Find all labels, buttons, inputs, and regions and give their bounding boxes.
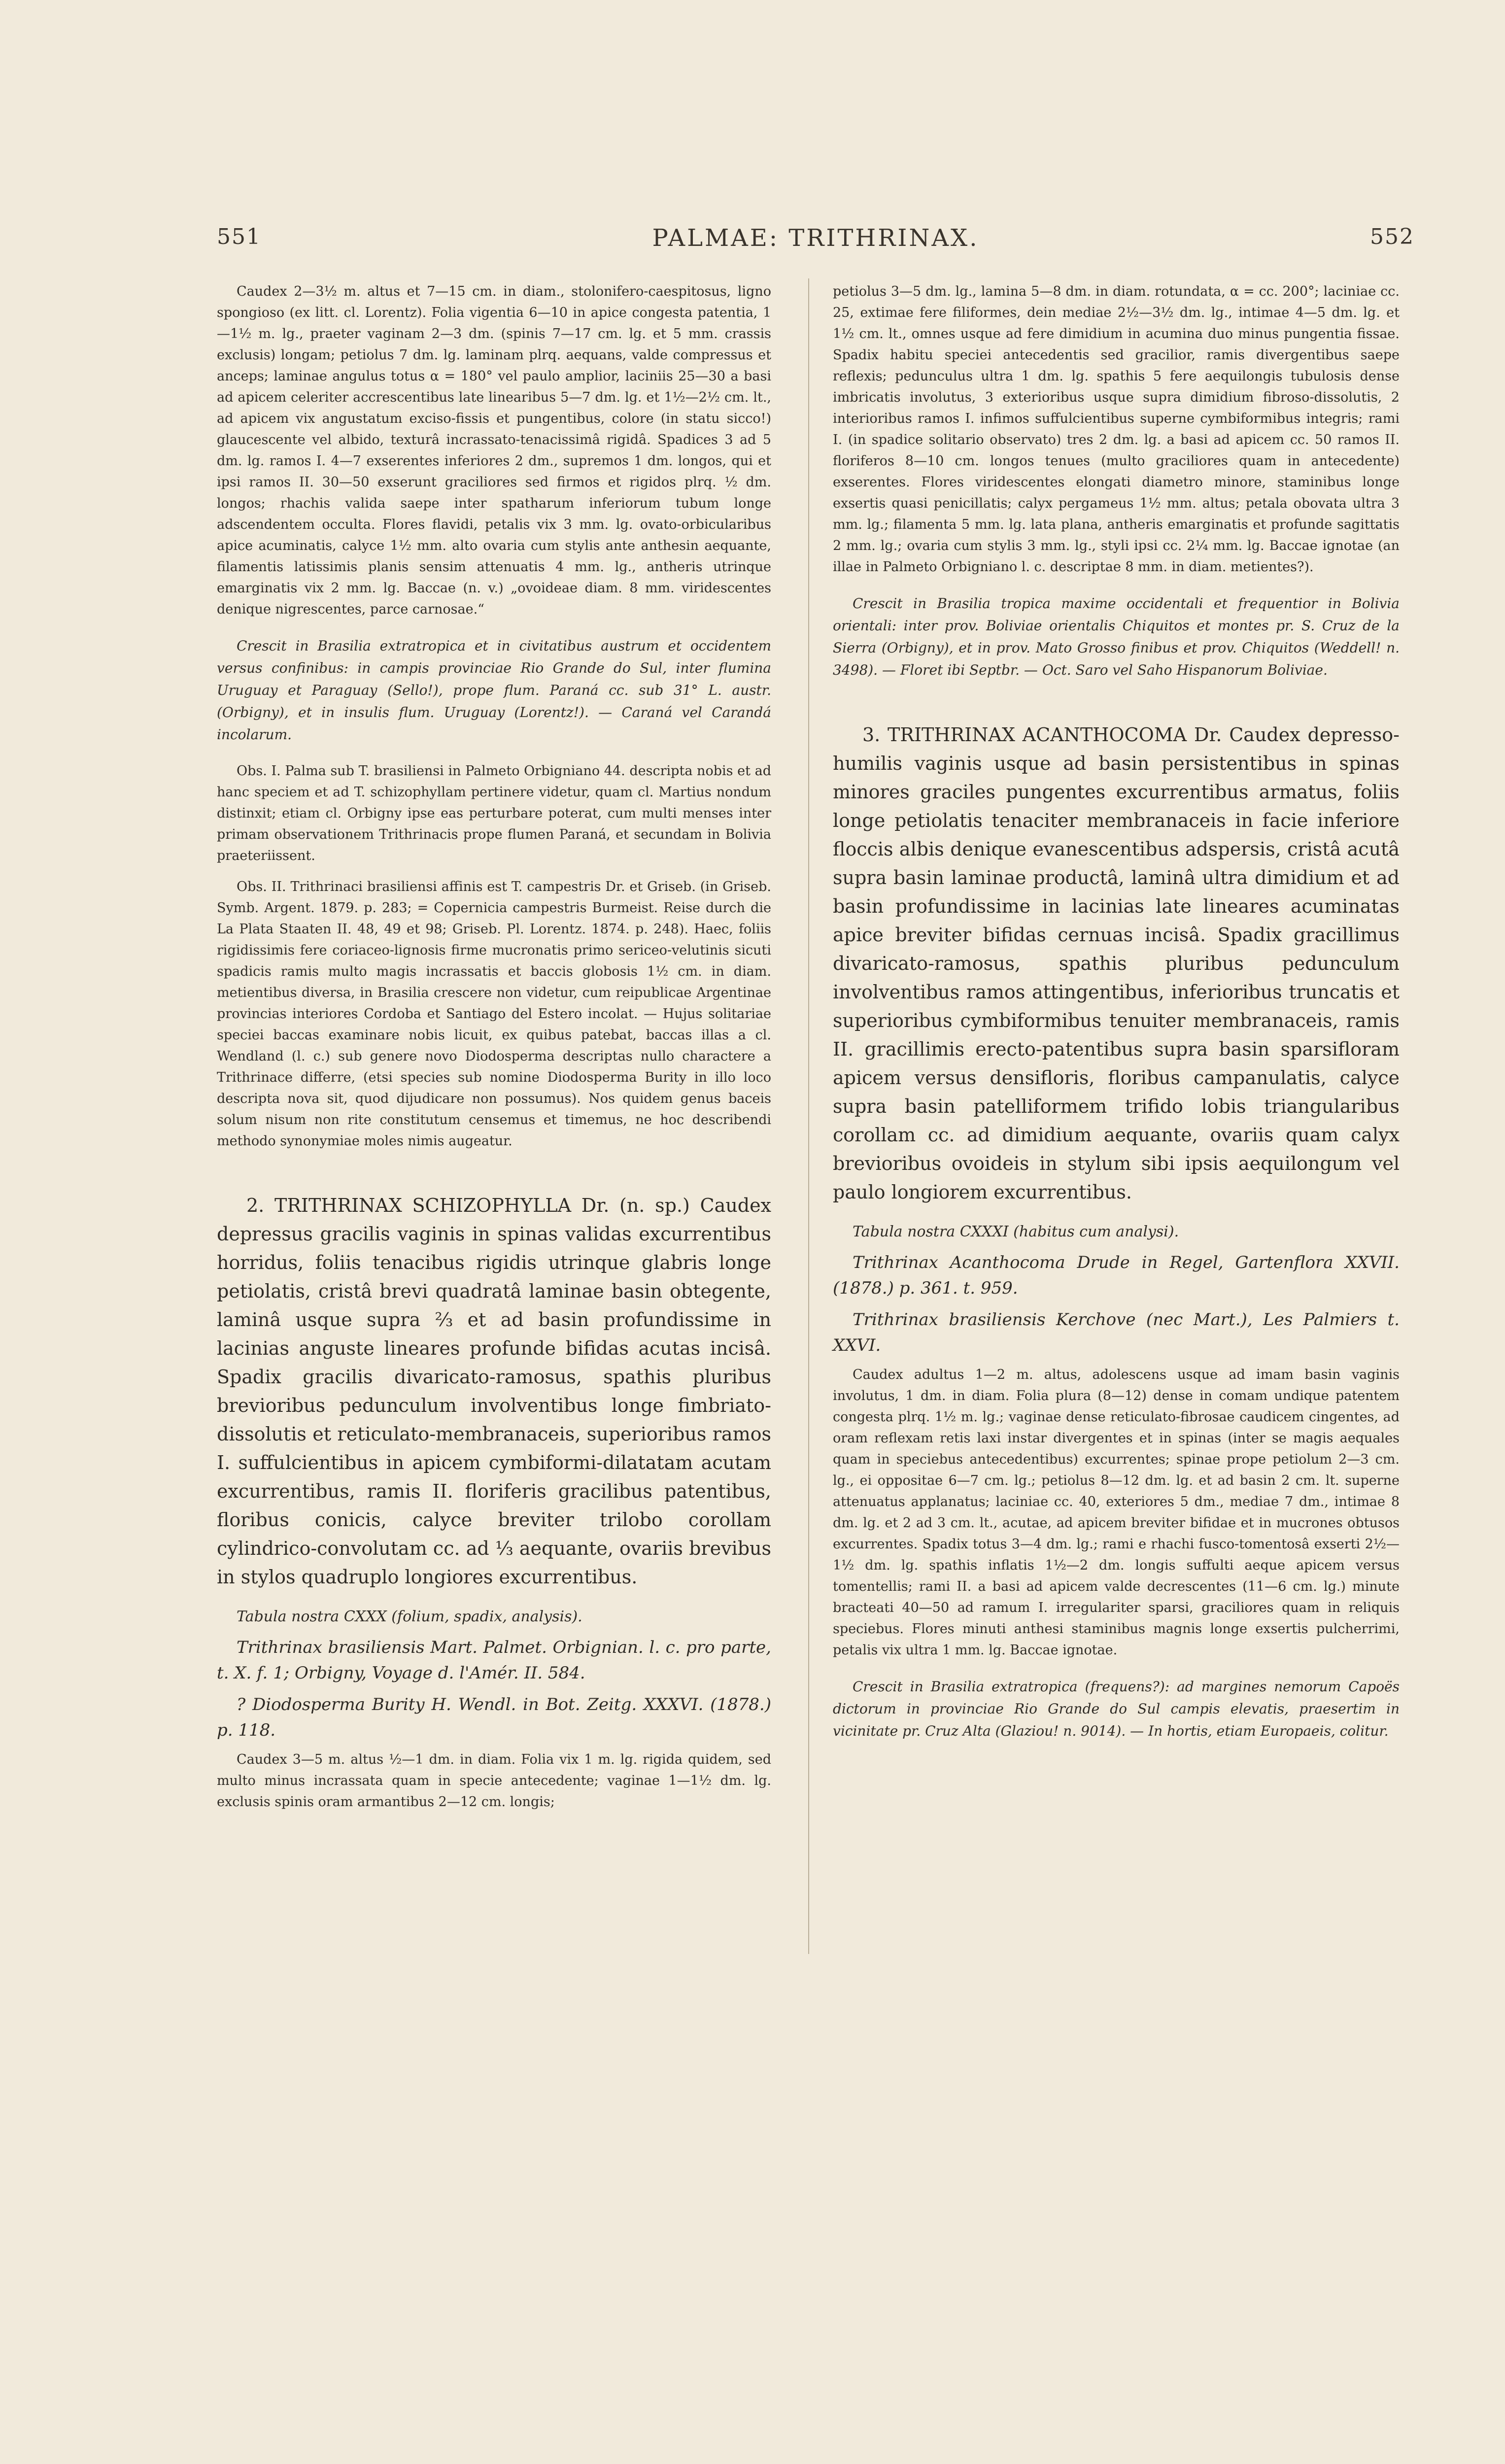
description-paragraph: Caudex adultus 1—2 m. altus, adolescens usque ad imam basin vaginis involutus, 1 dm. in diam. Folia plura (8—12) dense in comam undique patentem congesta plrq. 1½ m. lg.; vaginae dense reticulato-fibrosae caudicem cingentes, ad oram reflexam retis laxi instar divergentes et in spinas (inter se magis aequales quam in speciebus antecedentibus) excurrentes; spinae prope petiolum 2—3 cm. lg., ei oppositae 6—7 cm. lg.; petiolus 8—12 dm. lg. et ad basin 2 cm. lt. superne attenuatus applanatus; laciniae cc. 40, exteriores 5 dm., mediae 7 dm., intimae 8 dm. lg. et 2 ad 3 cm. lt., acutae, ad apicem breviter bifidae et in mucrones obtusos excurrentes. Spadix totus 3—4 dm. lg.; rami e rhachi fusco-tomentosâ exserti 2½—1½ dm. lg. spathis inflatis 1½—2 dm. longis suffulti aeque apicem versus tomentellis; rami II. a basi ad apicem valde decrescentes (11—6 cm. lg.) minute bracteati 40—50 ad ramum I. irregulariter sparsi, graciliores quam in reliquis speciebus. Flores minuti anthesi staminibus magnis longe exsertis pulcherrimi, petalis vix ultra 1 mm. lg. Baccae ignotae. (833, 1367, 1400, 1658)
description-paragraph: Caudex 2—3½ m. altus et 7—15 cm. in diam., stolonifero-caespitosus, ligno spongioso (ex litt. cl. Lorentz). Folia vigentia 6—10 in apice congesta patentia, 1—1½ m. lg., praeter vaginam 2—3 dm. (spinis 7—17 cm. lg. et 5 mm. crassis exclusis) longam; petiolus 7 dm. lg. laminam plrq. aequans, valde compressus et anceps; laminae angulus totus α = 180° vel paulo amplior, laciniis 25—30 a basi ad apicem celeriter accrescentibus late linearibus 5—7 dm. lg. et 1½—2½ cm. lt., ad apicem vix angustatum exciso-fissis et pungentibus, colore (in statu sicco!) glaucescente vel albido, texturâ incrassato-tenacissimâ rigidâ. Spadices 3 ad 5 dm. lg. ramos I. 4—7 exserentes inferiores 2 dm., supremos 1 dm. longos, qui et ipsi ramos II. 30—50 exserunt graciliores sed firmos et rigidos plrq. ½ dm. longos; rhachis valida saepe inter spatharum inferiorum tubum longe adscendentem occulta. Flores flavidi, petalis vix 3 mm. lg. ovato-orbicularibus apice acuminatis, calyce 1½ mm. alto ovaria cum stylis ante anthesin aequante, filamentis latissimis planis sensim attenuatis 4 mm. lg., antheris utrinque emarginatis vix 2 mm. lg. Baccae (n. v.) „ovoideae diam. 8 mm. viridescentes denique nigrescentes, parce carnosae.“ (217, 284, 771, 617)
habitat-paragraph: Crescit in Brasilia extratropica (frequens?): ad margines nemorum Capoës dictorum in provinciae Rio Grande do Sul campis elevatis, praesertim in vicinitate pr. Cruz Alta (Glaziou! n. 9014). — In hortis, etiam Europaeis, colitur. (833, 1678, 1400, 1739)
observation-one: Obs. I. Palma sub T. brasiliensi in Palmeto Orbigniano 44. descripta nobis et ad hanc speciem et ad T. schizophyllam pertinere videtur, quam cl. Martius nondum distinxit; etiam cl. Orbigny ipse eas perturbare poterat, cum multi menses inter primam observationem Trithrinacis prope flumen Paraná, et secundam in Bolivia praeteriissent. (217, 763, 771, 863)
species-heading-acanthocoma: 3. TRITHRINAX ACANTHOCOMA Dr. Caudex depresso-humilis vaginis usque ad basin persistentibus in spinas minores graciles pungentes excurrentibus armatus, foliis longe petiolatis tenaciter membranaceis in facie inferiore floccis albis denique evanescentibus adspersis, cristâ acutâ supra basin laminae productâ, laminâ ultra dimidium et ad basin profundissime in lacinias late lineares acuminatas apice breviter bifidas cernuas incisâ. Spadix gracillimus divaricato-ramosus, spathis pluribus pedunculum involventibus ramos attingentibus, inferioribus truncatis et superioribus cymbiformibus tenuiter membranaceis, ramis II. gracillimis erecto-patentibus supra basin sparsifloram apicem versus densifloris, floribus campanulatis, calyce supra basin patelliformem trifido lobis triangularibus corollam cc. ad dimidium aequante, ovariis quam calyx brevioribus ovoideis in stylum sibi ipsis aequilongum vel paulo longiorem excurrentibus. (833, 724, 1400, 1203)
page-number-left: 551 (217, 224, 261, 249)
synonym-one: Trithrinax brasiliensis Mart. Palmet. Orbignian. l. c. pro parte, t. X. f. 1; Orbigny, Voyage d. l'Amér. II. 584. (217, 1638, 771, 1683)
habitat-paragraph: Crescit in Brasilia extratropica et in civitatibus austrum et occidentem versus confinibus: in campis provinciae Rio Grande do Sul, inter flumina Uruguay et Paraguay (Sello!), prope flum. Paraná cc. sub 31° L. austr. (Orbigny), et in insulis flum. Uruguay (Lorentz!). — Caraná vel Carandá incolarum. (217, 638, 771, 743)
description-paragraph: petiolus 3—5 dm. lg., lamina 5—8 dm. in diam. rotundata, α = cc. 200°; laciniae cc. 25, extimae fere filiformes, dein mediae 2½—3½ dm. lg., intimae 4—5 dm. lg. et 1½ cm. lt., omnes usque ad fere dimidium in acumina duo minus pungentia fissae. Spadix habitu speciei antecedentis sed gracilior, ramis divergentibus saepe reflexis; pedunculus ultra 1 dm. lg. spathis 5 fere aequilongis tubulosis dense imbricatis involutus, 3 exterioribus usque supra dimidium fibroso-dissolutis, 2 interioribus ramos I. infimos suffulcientibus superne cymbiformibus integris; rami I. (in spadice solitario observato) tres 2 dm. lg. a basi ad apicem cc. 50 ramos II. floriferos 8—10 cm. longos tenues (multo graciliores quam in antecedente) exserentes. Flores viridescentes elongati diametro minore, staminibus longe exsertis quasi penicillatis; calyx pergameus 1½ mm. altus; petala obovata ultra 3 mm. lg.; filamenta 5 mm. lg. lata plana, antheris emarginatis et profunde sagittatis 2 mm. lg.; ovaria cum stylis 3 mm. lg., styli ipsi cc. 2¼ mm. lg. Baccae ignotae (an illae in Palmeto Orbigniano l. c. descriptae 8 mm. in diam. metientes?). (833, 284, 1400, 575)
species-heading-schizophylla: 2. TRITHRINAX SCHIZOPHYLLA Dr. (n. sp.) Caudex depressus gracilis vaginis in spinas validas excurrentibus horridus, foliis tenacibus rigidis utrinque glabris longe petiolatis, cristâ brevi quadratâ laminae basin obtegente, laminâ usque supra ⅔ et ad basin profundissime in lacinias anguste lineares profunde bifidas acutas incisâ. Spadix gracilis divaricato-ramosus, spathis pluribus brevioribus pedunculum involventibus longe fimbriato-dissolutis et reticulato-membranaceis, superioribus ramos I. suffulcientibus in apicem cymbiformi-dilatatam acutam excurrentibus, ramis II. floriferis gracilibus patentibus, floribus conicis, calyce breviter trilobo corollam cylindrico-convolutam cc. ad ⅓ aequante, ovariis brevibus in stylos quadruplo longiores excurrentibus. (217, 1195, 771, 1588)
synonym-one: Trithrinax Acanthocoma Drude in Regel, Gartenflora XXVII. (1878.) p. 361. t. 959. (833, 1253, 1400, 1298)
habitat-paragraph: Crescit in Brasilia tropica maxime occidentali et frequentior in Bolivia orientali: inter prov. Boliviae orientalis Chiquitos et montes pr. S. Cruz de la Sierra (Orbigny), et in prov. Mato Grosso finibus et prov. Chiquitos (Weddell! n. 3498). — Floret ibi Septbr. — Oct. Saro vel Saho Hispanorum Boliviae. (833, 595, 1400, 678)
left-column (217, 281, 771, 1822)
column-divider (808, 278, 809, 1954)
description-paragraph: Caudex 3—5 m. altus ½—1 dm. in diam. Folia vix 1 m. lg. rigida quidem, sed multo minus incrassata quam in specie antecedente; vaginae 1—1½ dm. lg. exclusis spinis oram armantibus 2—12 cm. longis; (217, 1752, 771, 1810)
observation-two: Obs. II. Trithrinaci brasiliensi affinis est T. campestris Dr. et Griseb. (in Griseb. Symb. Argent. 1879. p. 283; = Copernicia campestris Burmeist. Reise durch die La Plata Staaten II. 48, 49 et 98; Griseb. Pl. Lorentz. 1874. p. 248). Haec, foliis rigidissimis fere coriaceo-lignosis firme mucronatis primo sericeo-velutinis sicuti spadicis ramis multo magis incrassatis et baccis globosis 1½ cm. in diam. metientibus diversa, in Brasilia crescere non videtur, cum reipublicae Argentinae provincias interiores Cordoba et Santiago del Estero incolat. — Hujus solitariae speciei baccas examinare nobis licuit, ex quibus patebat, baccas illas a cl. Wendland (l. c.) sub genere novo Diodosperma descriptas nullo charactere a Trithrinace differre, (etsi species sub nomine Diodosperma Burity in illo loco descripta nova sit, quod dijudicare non possumus). Nos quidem genus baceis solum nisum non rite constitutum censemus et timemus, ne hoc describendi methodo synonymiae moles nimis augeatur. (217, 879, 771, 1149)
right-column (833, 281, 1400, 1752)
plate-reference: Tabula nostra CXXXI (habitus cum analysi). (853, 1223, 1179, 1240)
page-header (217, 224, 1414, 259)
synonym-two: Trithrinax brasiliensis Kerchove (nec Mart.), Les Palmiers t. XXVI. (833, 1310, 1400, 1355)
synonym-two: ? Diodosperma Burity H. Wendl. in Bot. Zeitg. XXXVI. (1878.) p. 118. (217, 1695, 771, 1740)
running-title: PALMAE: TRITHRINAX. (652, 224, 979, 252)
page-number-right: 552 (1370, 224, 1414, 249)
plate-reference: Tabula nostra CXXX (folium, spadix, analysis). (237, 1608, 582, 1625)
